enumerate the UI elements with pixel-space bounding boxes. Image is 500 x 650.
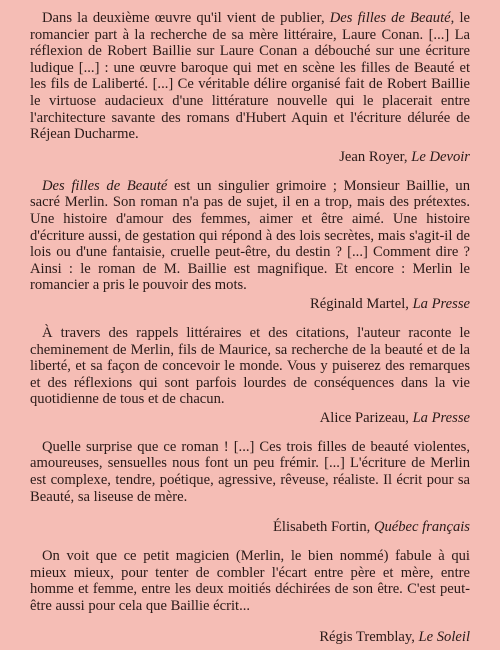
review-quote-parizeau xyxy=(30,325,470,427)
review-attribution xyxy=(30,519,470,536)
review-text-part: , le romancier part à la recherche de sa mère littéraire, Laure Conan. [...] La réflexion de Robert Baillie sur Laure Conan a débouché sur une écriture ludique [...] : une œuvre baroque qui met en scène les filles de Beauté et les fils de Laliberté. [...] Ce véritable délire organisé fait de Robert Baillie le virtuose audacieux d'une littérature nouvelle qui le placerait entre l'architecture savante des romans d'Hubert Aquin et l'écriture délurée de Réjean Ducharme. xyxy=(30,10,470,143)
review-text-part: est un singulier grimoire ; Monsieur Baillie, un sacré Merlin. Son roman n'a pas de sujet, il en a trop, mais des prétextes. Une histoire d'amour des femmes, aimer et être aimé. Une histoire d'écriture aussi, de gestation qui répond à des lois secrètes, mais s'agit-il de lois ou d'une fantaisie, cruelle peut-être, du destin ? [...] Comment dire ? Ainsi : le roman de M. Baillie est magnifique. Et encore : Merlin le romancier a pris le pouvoir des mots. xyxy=(30,177,470,294)
review-quote-tremblay xyxy=(30,548,470,645)
publication-name: Le Devoir xyxy=(411,148,470,165)
review-text xyxy=(30,178,470,294)
review-text-part: Dans la deuxième œuvre qu'il vient de publier, xyxy=(42,10,330,26)
review-quote-martel xyxy=(30,178,470,313)
review-text xyxy=(30,325,470,408)
reviewer-name: Élisabeth Fortin, xyxy=(272,519,371,536)
review-quote-fortin xyxy=(30,439,470,536)
review-text-part: À travers des rappels littéraires et des citations, l'auteur raconte le cheminement de Merlin, fils de Maurice, sa recherche de la beauté et de la liberté, et sa façon de concevoir le monde. Vous y puiserez des remarques et des réflexions qui sont parfois lourdes de conséquences dans la vie quotidienne de tous et de chacun. xyxy=(30,324,470,408)
review-attribution xyxy=(30,296,470,313)
review-quote-royer xyxy=(30,10,470,166)
book-title: Des filles de Beauté xyxy=(42,177,168,194)
reviewer-name: Réginald Martel, xyxy=(310,295,409,312)
review-text xyxy=(30,10,470,143)
publication-name: La Presse xyxy=(412,409,470,426)
review-text xyxy=(30,548,470,614)
publication-name: Québec français xyxy=(373,519,470,536)
review-text-part: On voit que ce petit magicien (Merlin, le bien nommé) fabule à qui mieux mieux, pour tenter de combler l'écart entre père et mère, entre homme et femme, entre les deux moitiés déchirées de son être. C'est peut-être aussi pour cela que Baillie écrit... xyxy=(30,548,470,615)
review-attribution xyxy=(30,629,470,646)
review-attribution xyxy=(30,410,470,427)
publication-name: La Presse xyxy=(412,295,470,312)
review-attribution xyxy=(30,149,470,166)
reviewer-name: Alice Parizeau, xyxy=(319,409,409,426)
reviewer-name: Jean Royer, xyxy=(339,148,408,165)
review-text-part: Quelle surprise que ce roman ! [...] Ces trois filles de beauté violentes, amoureuses, sensuelles nous font un peu frémir. [...] L'écriture de Merlin est complexe, tendre, poétique, agressive, rêveuse, réaliste. Il écrit pour sa Beauté, sa liseuse de mère. xyxy=(30,438,470,505)
publication-name: Le Soleil xyxy=(418,628,470,645)
review-text xyxy=(30,439,470,505)
reviewer-name: Régis Tremblay, xyxy=(319,628,415,645)
book-title: Des filles de Beauté xyxy=(329,10,451,26)
